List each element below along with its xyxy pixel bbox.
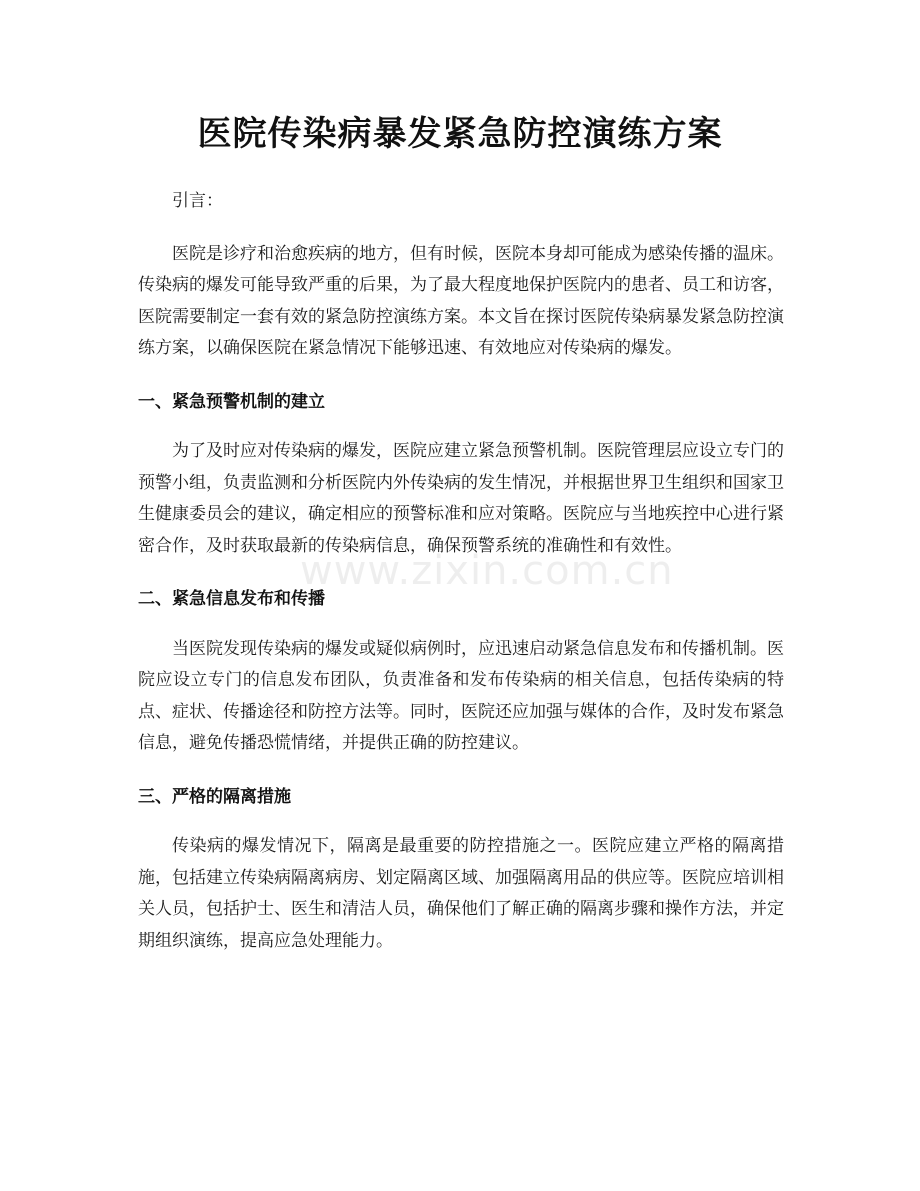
section-heading-1: 一、紧急预警机制的建立 <box>138 391 325 412</box>
document-title: 医院传染病暴发紧急防控演练方案 <box>197 114 723 154</box>
intro-label: 引言： <box>172 191 223 211</box>
section-body-2: 当医院发现传染病的爆发或疑似病例时，应迅速启动紧急信息发布和传播机制。医院应设立专门的信息发布团队，负责准备和发布传染病的相关信息，包括传染病的特点、症状、传播途径和防控方法等。同时，医院还应加强与媒体的合作，及时发布紧急信息，避免传播恐慌情绪，并提供正确的防控建议。 <box>138 638 784 753</box>
intro-paragraph: 医院是诊疗和治愈疾病的地方，但有时候，医院本身却可能成为感染传播的温床。传染病的爆发可能导致严重的后果，为了最大程度地保护医院内的患者、员工和访客，医院需要制定一套有效的紧急防控演练方案。本文旨在探讨医院传染病暴发紧急防控演练方案，以确保医院在紧急情况下能够迅速、有效地应对传染病的爆发。 <box>138 243 784 358</box>
section-body-1: 为了及时应对传染病的爆发，医院应建立紧急预警机制。医院管理层应设立专门的预警小组，负责监测和分析医院内外传染病的发生情况，并根据世界卫生组织和国家卫生健康委员会的建议，确定相应的预警标准和应对策略。医院应与当地疾控中心进行紧密合作，及时获取最新的传染病信息，确保预警系统的准确性和有效性。 <box>138 441 784 556</box>
section-heading-2: 二、紧急信息发布和传播 <box>138 589 325 609</box>
section-body-3: 传染病的爆发情况下，隔离是最重要的防控措施之一。医院应建立严格的隔离措施，包括建立传染病隔离病房、划定隔离区域、加强隔离用品的供应等。医院应培训相关人员，包括护士、医生和清洁人员，确保他们了解正确的隔离步骤和操作方法，并定期组织演练，提高应急处理能力。 <box>138 836 784 951</box>
document-body <box>138 186 784 957</box>
section-heading-3: 三、严格的隔离措施 <box>138 786 291 807</box>
watermark: www.zixin.com.cn <box>300 548 674 594</box>
